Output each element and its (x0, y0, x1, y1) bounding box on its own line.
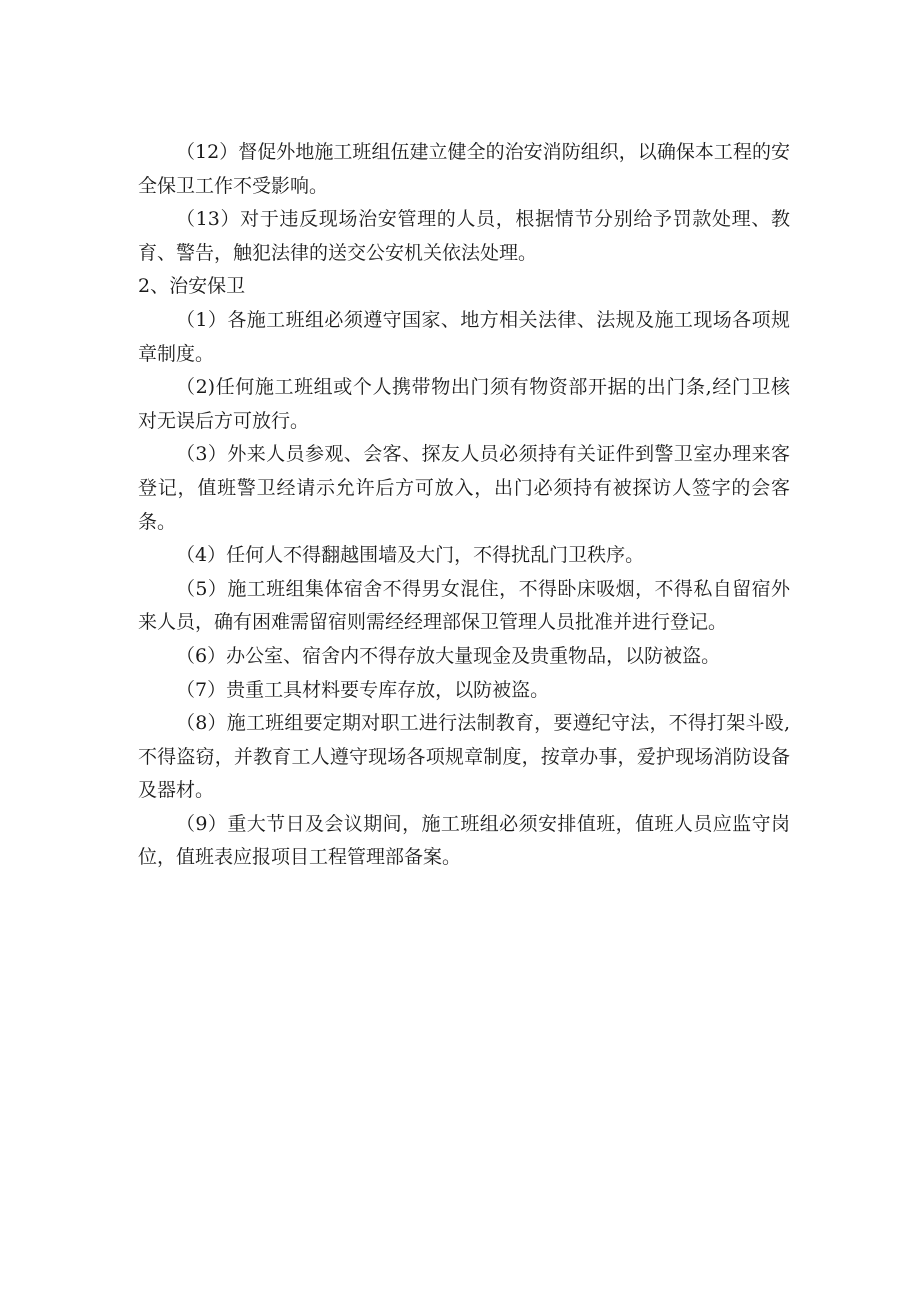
clause-3: （3）外来人员参观、会客、探友人员必须持有关证件到警卫室办理来客登记，值班警卫经请示允许后方可放入，出门必须持有被探访人签字的会客条。 (138, 443, 790, 533)
clause-1: （1）各施工班组必须遵守国家、地方相关法律、法规及施工现场各项规章制度。 (138, 308, 790, 365)
clause-9: （9）重大节日及会议期间，施工班组必须安排值班，值班人员应监守岗位，值班表应报项目工程管理部备案。 (138, 812, 790, 869)
clause-6: （6）办公室、宿舍内不得存放大量现金及贵重物品，以防被盗。 (176, 644, 721, 667)
clause-7: （7）贵重工具材料要专库存放，以防被盗。 (176, 678, 550, 701)
clause-4: （4）任何人不得翻越围墙及大门，不得扰乱门卫秩序。 (176, 544, 645, 567)
clause-5: （5）施工班组集体宿舍不得男女混住，不得卧床吸烟，不得私自留宿外来人员，确有困难需留宿则需经经理部保卫管理人员批准并进行登记。 (138, 577, 790, 634)
clause-13: （13）对于违反现场治安管理的人员，根据情节分别给予罚款处理、教育、警告，触犯法律的送交公安机关依法处理。 (138, 208, 790, 264)
clause-8: （8）施工班组要定期对职工进行法制教育，要遵纪守法，不得打架斗殴,不得盗窃，并教育工人遵守现场各项规章制度，按章办事，爱护现场消防设备及器材。 (138, 712, 790, 802)
clause-2: （2)任何施工班组或个人携带物出门须有物资部开据的出门条,经门卫核对无误后方可放行。 (138, 376, 790, 432)
section-heading-public-security: 2、治安保卫 (138, 275, 246, 298)
clause-12: （12）督促外地施工班组伍建立健全的治安消防组织，以确保本工程的安全保卫工作不受影响。 (138, 141, 790, 197)
document-body (138, 136, 790, 875)
